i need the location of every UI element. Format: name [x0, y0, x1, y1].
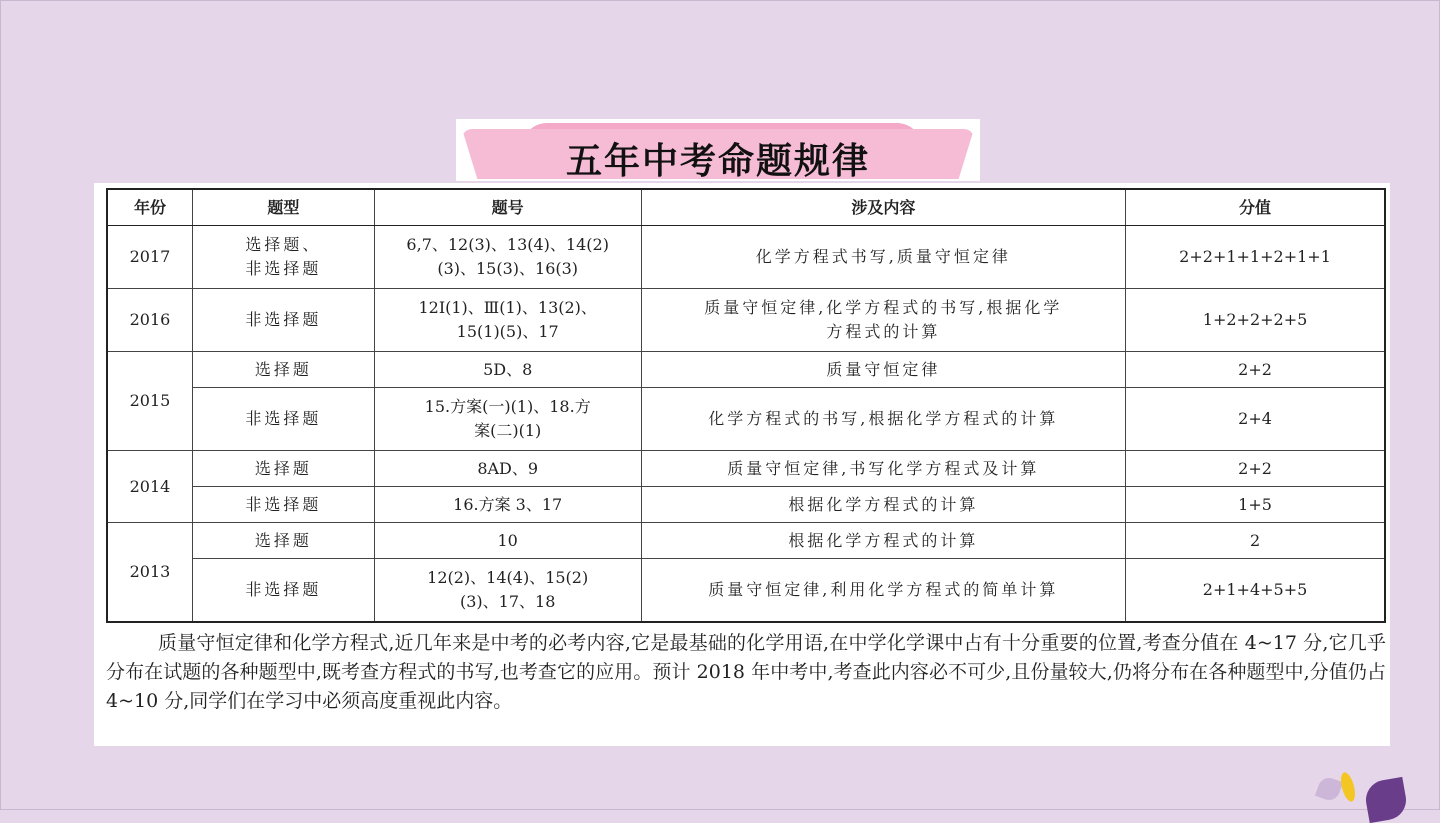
cell-year: 2013 [107, 523, 192, 622]
cell-content: 化学方程式的书写,根据化学方程式的计算 [641, 388, 1125, 451]
cell-number: 5D、8 [374, 352, 641, 388]
table-row [107, 388, 1385, 451]
header-year: 年份 [107, 189, 192, 226]
title-banner [456, 119, 980, 181]
table-header-row [107, 189, 1385, 226]
table-row [107, 451, 1385, 487]
cell-content: 化学方程式书写,质量守恒定律 [641, 226, 1125, 289]
cell-number: 8AD、9 [374, 451, 641, 487]
table-row [107, 226, 1385, 289]
cell-type: 选择题、 非选择题 [192, 226, 374, 289]
cell-score: 2+1+4+5+5 [1126, 559, 1385, 622]
cell-type: 选择题 [192, 523, 374, 559]
cell-type: 选择题 [192, 352, 374, 388]
cell-content: 根据化学方程式的计算 [641, 487, 1125, 523]
cell-score: 1+2+2+2+5 [1126, 289, 1385, 352]
table-row [107, 487, 1385, 523]
cell-score: 2+4 [1126, 388, 1385, 451]
cell-score: 2+2+1+1+2+1+1 [1126, 226, 1385, 289]
cell-type: 非选择题 [192, 559, 374, 622]
decor-petal-yellow [1338, 771, 1357, 803]
page-title: 五年中考命题规律 [565, 141, 870, 182]
cell-number: 12Ⅰ(1)、Ⅲ(1)、13(2)、 15(1)(5)、17 [374, 289, 641, 352]
cell-number: 12(2)、14(4)、15(2) (3)、17、18 [374, 559, 641, 622]
table-row [107, 289, 1385, 352]
summary-paragraph: 质量守恒定律和化学方程式,近几年来是中考的必考内容,它是最基础的化学用语,在中学化学课中占有十分重要的位置,考查分值在 4~17 分,它几乎分布在试题的各种题型中,既考查方程式的书写,也考查它的应用。预计 2018 年中考中,考查此内容必不可少,且份量较大,仍将分布在各种题型中,分值仍占 4~10 分,同学们在学习中必须高度重视此内容。 [106, 632, 1386, 712]
cell-year: 2016 [107, 289, 192, 352]
header-content: 涉及内容 [641, 189, 1125, 226]
exam-pattern-table [106, 188, 1386, 623]
cell-number: 10 [374, 523, 641, 559]
cell-number: 16.方案 3、17 [374, 487, 641, 523]
cell-year: 2015 [107, 352, 192, 451]
decor-petal-purple-dark [1363, 777, 1409, 823]
cell-score: 2 [1126, 523, 1385, 559]
cell-year: 2014 [107, 451, 192, 523]
decor-petal-purple-light [1315, 775, 1343, 803]
cell-number: 15.方案(一)(1)、18.方 案(二)(1) [374, 388, 641, 451]
cell-number: 6,7、12(3)、13(4)、14(2) (3)、15(3)、16(3) [374, 226, 641, 289]
content-panel [94, 183, 1390, 746]
table-row [107, 559, 1385, 622]
cell-score: 2+2 [1126, 352, 1385, 388]
cell-content: 质量守恒定律,化学方程式的书写,根据化学 方程式的计算 [641, 289, 1125, 352]
cell-content: 质量守恒定律,书写化学方程式及计算 [641, 451, 1125, 487]
cell-type: 选择题 [192, 451, 374, 487]
cell-type: 非选择题 [192, 388, 374, 451]
cell-content: 质量守恒定律,利用化学方程式的简单计算 [641, 559, 1125, 622]
table-row [107, 523, 1385, 559]
table-row [107, 352, 1385, 388]
header-score: 分值 [1126, 189, 1385, 226]
cell-type: 非选择题 [192, 289, 374, 352]
header-number: 题号 [374, 189, 641, 226]
header-type: 题型 [192, 189, 374, 226]
cell-year: 2017 [107, 226, 192, 289]
cell-type: 非选择题 [192, 487, 374, 523]
cell-content: 根据化学方程式的计算 [641, 523, 1125, 559]
cell-score: 1+5 [1126, 487, 1385, 523]
cell-score: 2+2 [1126, 451, 1385, 487]
cell-content: 质量守恒定律 [641, 352, 1125, 388]
